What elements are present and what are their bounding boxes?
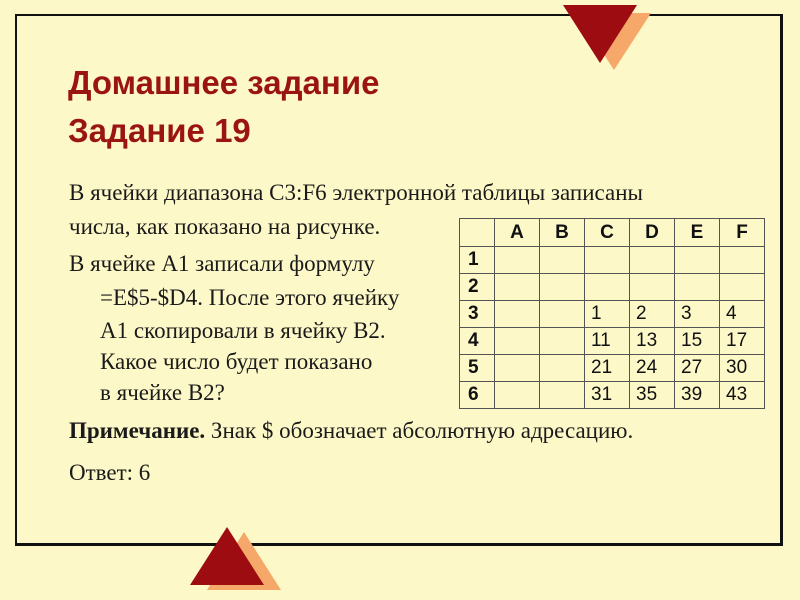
row-header: 5 [460,355,495,382]
table-cell [540,328,585,355]
table-row [460,301,765,328]
table-cell [495,328,540,355]
table-cell [540,247,585,274]
table-cell: 39 [675,382,720,409]
row-header: 6 [460,382,495,409]
column-header: F [720,219,765,247]
slide-title: Домашнее задание [68,64,380,101]
task-text-line: числа, как показано на рисунке. [69,214,381,239]
table-cell [495,382,540,409]
table-cell [540,355,585,382]
table-cell: 30 [720,355,765,382]
triangle-bottom-decoration [190,527,264,585]
task-text-line: A1 скопировали в ячейку B2. [100,318,386,343]
note-label: Примечание. [69,418,206,443]
table-cell [540,301,585,328]
table-row [460,355,765,382]
table-cell: 15 [675,328,720,355]
table-cell: 1 [585,301,630,328]
table-cell: 3 [675,301,720,328]
table-cell [495,247,540,274]
answer: Ответ: 6 [69,460,151,485]
table-cell [720,274,765,301]
row-header: 2 [460,274,495,301]
table-cell [540,382,585,409]
note-text: Знак $ обозначает абсолютную адресацию. [205,418,634,443]
table-cell: 21 [585,355,630,382]
table-cell: 31 [585,382,630,409]
table-cell [495,301,540,328]
table-cell: 2 [630,301,675,328]
column-header: E [675,219,720,247]
table-row [460,328,765,355]
table-cell [495,355,540,382]
table-cell: 11 [585,328,630,355]
table-cell: 17 [720,328,765,355]
table-cell [720,247,765,274]
corner-cell [460,219,495,247]
table-row [460,274,765,301]
table-row [460,382,765,409]
table-cell [585,274,630,301]
spreadsheet-table [459,218,765,409]
task-text-line: В ячейки диапазона C3:F6 электронной таблицы записаны [69,180,643,205]
task-text-line: Какое число будет показано [100,349,373,374]
table-cell: 13 [630,328,675,355]
table-cell [675,274,720,301]
column-header-row [460,219,765,247]
table-cell [630,247,675,274]
table-row [460,247,765,274]
table-cell [675,247,720,274]
column-header: B [540,219,585,247]
row-header: 3 [460,301,495,328]
task-text-line: В ячейке A1 записали формулу [69,251,375,276]
table-cell [630,274,675,301]
row-header: 1 [460,247,495,274]
table-cell: 43 [720,382,765,409]
row-header: 4 [460,328,495,355]
triangle-top-decoration [563,5,637,63]
table-cell [585,247,630,274]
column-header: C [585,219,630,247]
table-cell [540,274,585,301]
table-cell: 4 [720,301,765,328]
column-header: A [495,219,540,247]
table-cell [495,274,540,301]
table-cell: 24 [630,355,675,382]
column-header: D [630,219,675,247]
table-cell: 35 [630,382,675,409]
table-cell: 27 [675,355,720,382]
note [69,418,633,444]
slide-subtitle: Задание 19 [68,112,251,149]
task-text-line: =E$5-$D4. После этого ячейку [100,285,400,310]
task-text-line: в ячейке B2? [100,380,225,405]
